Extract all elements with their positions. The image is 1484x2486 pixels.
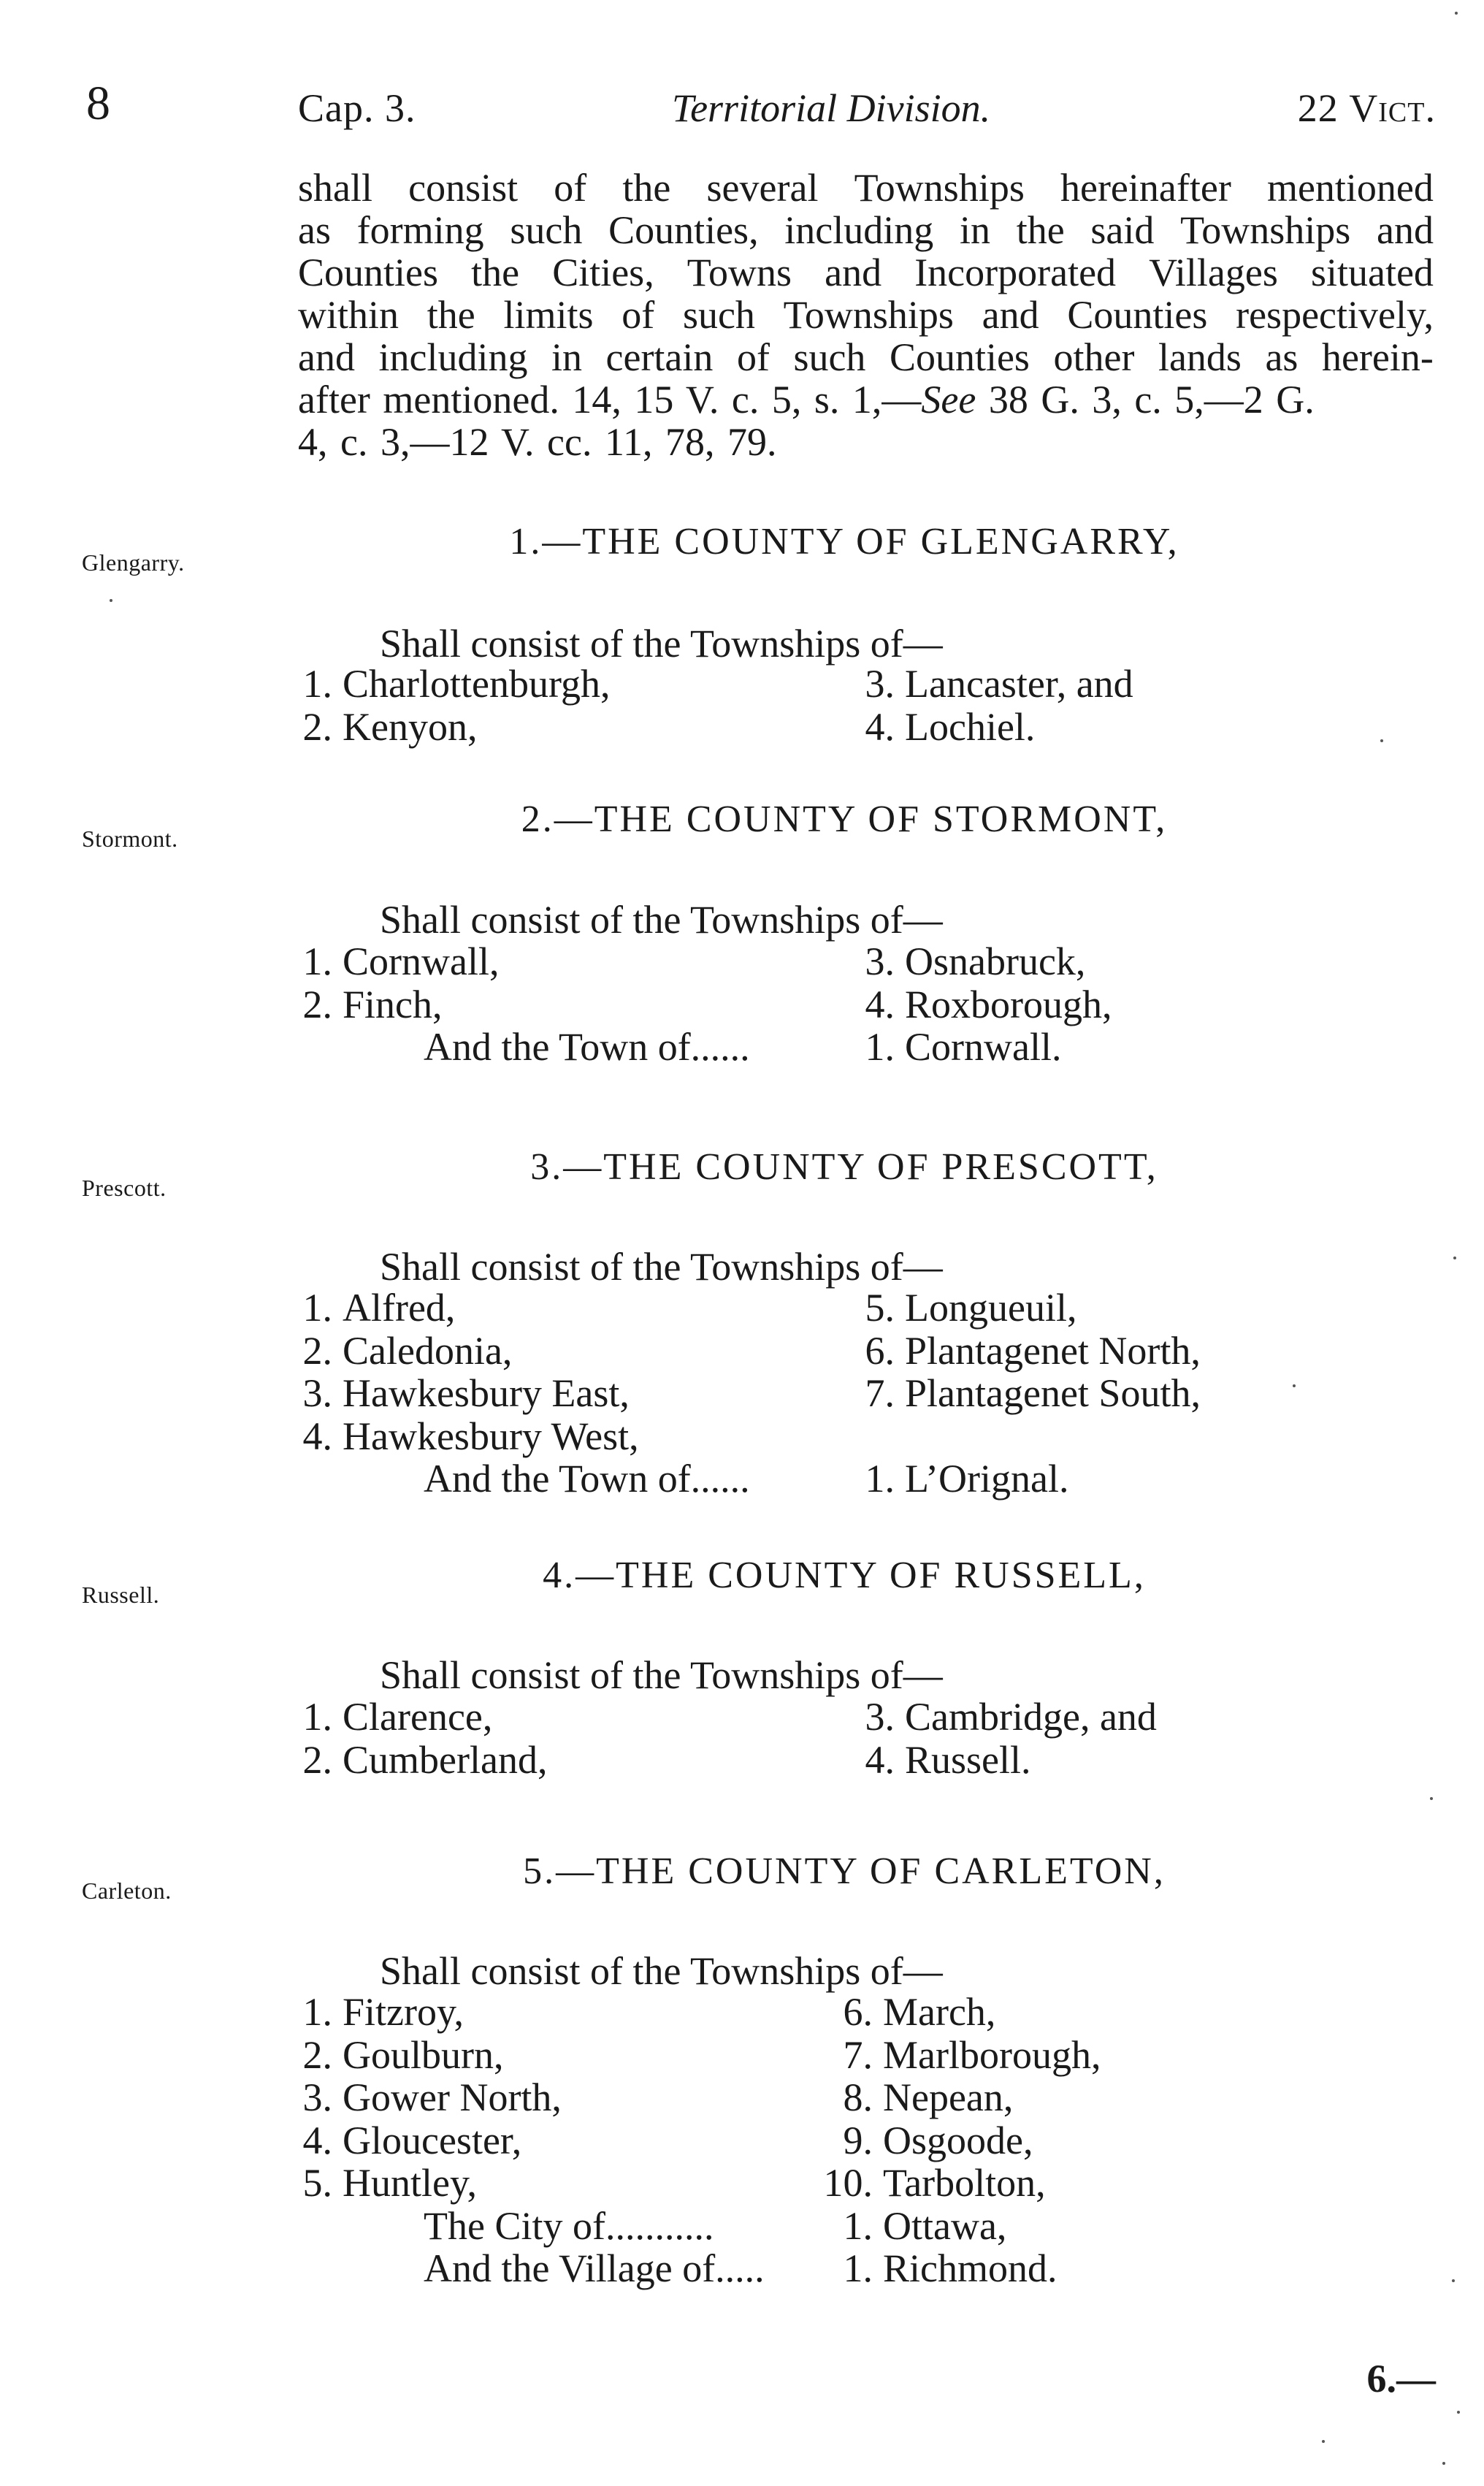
margin-note: Russell.: [82, 1582, 160, 1608]
consist-line: Shall consist of the Townships of—: [380, 898, 943, 942]
entry-number: 5.: [302, 2161, 332, 2205]
entry-number: 1.: [302, 1990, 332, 2034]
entry-number: 8.: [843, 2075, 873, 2119]
intro-word: Towns: [686, 251, 792, 294]
township-name: Hawkesbury West,: [343, 1414, 639, 1458]
regnal-year-number: 22: [1297, 86, 1339, 130]
margin-note: Carleton.: [82, 1877, 172, 1904]
ink-speck: [1430, 1797, 1433, 1800]
intro-word: herein-: [1321, 335, 1434, 379]
entry-number: 1.: [302, 939, 332, 983]
township-row: [288, 1371, 630, 1415]
intro-word: Incorporated: [914, 251, 1117, 294]
county-heading: 4.—THE COUNTY OF RUSSELL,: [543, 1555, 1146, 1596]
entry-number: 1.: [865, 1457, 895, 1501]
intro-word: Townships: [854, 166, 1025, 210]
intro-line: [298, 294, 1434, 336]
township-name: March,: [883, 1990, 996, 2034]
ink-speck: [1380, 739, 1383, 742]
regnal-year-word: Vict.: [1349, 86, 1436, 130]
margin-note: Prescott.: [82, 1175, 167, 1201]
township-row: [288, 939, 499, 983]
county-heading: 2.—THE COUNTY OF STORMONT,: [521, 798, 1168, 840]
entry-number: 7.: [865, 1371, 895, 1415]
township-row: [288, 983, 443, 1026]
entry-number: 7.: [843, 2032, 873, 2077]
entry-number: 2.: [302, 1328, 332, 1373]
citation-see: See: [921, 378, 976, 422]
township-row: [288, 1990, 464, 2034]
entry-number: 1.: [865, 1025, 895, 1069]
township-name: Russell.: [905, 1737, 1031, 1782]
ink-speck: [1457, 2411, 1460, 2414]
township-name: Roxborough,: [905, 982, 1112, 1026]
intro-word: limits: [503, 293, 594, 337]
intro-word: mentioned: [1266, 166, 1434, 210]
intro-word: in: [551, 335, 582, 379]
entry-number: 2.: [302, 2032, 332, 2077]
entry-number: 3.: [865, 1695, 895, 1739]
intro-word: the: [622, 166, 671, 210]
township-name: Gower North,: [343, 2075, 562, 2119]
entry-number: 4.: [302, 1414, 332, 1458]
intro-word: including: [784, 208, 934, 252]
township-row: [822, 2119, 1033, 2162]
township-row: [822, 2161, 1046, 2205]
margin-note: Stormont.: [82, 826, 178, 852]
intro-line: [298, 209, 1434, 251]
township-row: [851, 705, 1035, 749]
township-row: [288, 1329, 512, 1373]
intro-word: as: [298, 208, 331, 252]
intro-word: Counties: [1067, 293, 1208, 337]
township-row: [851, 939, 1085, 983]
intro-word: respectively,: [1236, 293, 1434, 337]
township-name: Nepean,: [883, 2075, 1014, 2119]
intro-word: within: [298, 293, 399, 337]
intro-paragraph: [298, 167, 1434, 463]
township-name: Cornwall,: [343, 939, 500, 983]
county-heading: 1.—THE COUNTY OF GLENGARRY,: [509, 521, 1179, 563]
township-row: [288, 1414, 639, 1458]
entry-number: 4.: [302, 2118, 332, 2162]
intro-word: the: [1016, 208, 1065, 252]
intro-word: such: [510, 208, 583, 252]
township-row: [288, 662, 610, 706]
township-name: Kenyon,: [343, 704, 478, 749]
township-row: [851, 1695, 1157, 1739]
margin-note: Glengarry.: [82, 549, 185, 576]
entry-number: 3.: [865, 662, 895, 706]
township-name: Hawkesbury East,: [343, 1371, 630, 1415]
township-name: Fitzroy,: [343, 1990, 464, 2034]
township-row: [288, 705, 477, 749]
town-label: And the Town of......: [424, 1457, 750, 1501]
intro-word: Cities,: [552, 251, 654, 294]
intro-word: the: [471, 251, 520, 294]
township-name: Charlottenburgh,: [343, 662, 611, 706]
township-row: [288, 2075, 562, 2119]
intro-word: including: [378, 335, 528, 379]
township-name: L’Orignal.: [905, 1457, 1069, 1501]
township-row: [288, 2033, 503, 2077]
entry-number: 1.: [302, 1695, 332, 1739]
township-row: [288, 1738, 547, 1782]
intro-word: such: [793, 335, 866, 379]
intro-word: as: [1265, 335, 1298, 379]
chapter-label: Cap. 3.: [298, 86, 416, 130]
township-name: Huntley,: [343, 2161, 477, 2205]
intro-word: Villages: [1149, 251, 1278, 294]
township-name: Plantagenet South,: [905, 1371, 1201, 1415]
township-name: Cumberland,: [343, 1737, 548, 1782]
entry-number: 1.: [843, 2203, 873, 2248]
town-label: And the Town of......: [424, 1025, 750, 1069]
township-name: Osnabruck,: [905, 939, 1086, 983]
township-row: [851, 1286, 1076, 1330]
intro-word: Townships: [1180, 208, 1351, 252]
town-row: [851, 1457, 1068, 1501]
page-number: 8: [86, 77, 110, 130]
entry-number: 2.: [302, 704, 332, 749]
entry-number: 2.: [302, 982, 332, 1026]
entry-number: 5.: [865, 1286, 895, 1330]
intro-word: shall: [298, 166, 372, 210]
intro-line-last: 4, c. 3,—12 V. cc. 11, 78, 79.: [298, 420, 777, 464]
entry-number: 6.: [843, 1990, 873, 2034]
county-heading: 5.—THE COUNTY OF CARLETON,: [523, 1850, 1166, 1892]
township-row: [851, 1371, 1201, 1415]
entry-number: 1.: [843, 2246, 873, 2290]
intro-word: and: [298, 335, 355, 379]
intro-line-citation: [298, 378, 1434, 421]
township-row: [288, 1286, 455, 1330]
consist-line: Shall consist of the Townships of—: [380, 1949, 943, 1993]
intro-word: situated: [1310, 251, 1434, 294]
intro-word: said: [1090, 208, 1155, 252]
township-row: [851, 1738, 1031, 1782]
intro-word: Townships: [783, 293, 954, 337]
township-name: Cambridge, and: [905, 1695, 1157, 1739]
intro-word: forming: [356, 208, 484, 252]
citation-text-2: 38 G. 3, c. 5,—2 G.: [976, 378, 1315, 422]
township-name: Alfred,: [343, 1286, 456, 1330]
township-name: Longueuil,: [905, 1286, 1077, 1330]
intro-word: of: [554, 166, 587, 210]
township-row: [851, 662, 1133, 706]
ink-speck: [110, 599, 112, 602]
entry-number: 4.: [865, 982, 895, 1026]
consist-line: Shall consist of the Townships of—: [380, 622, 943, 666]
township-name: Tarbolton,: [883, 2161, 1046, 2205]
township-row: [288, 2161, 477, 2205]
township-row: [822, 2075, 1013, 2119]
intro-word: Counties: [889, 335, 1030, 379]
town-row: [822, 2204, 1006, 2248]
township-name: Lancaster, and: [905, 662, 1133, 706]
catchword: 6.—: [1366, 2357, 1436, 2401]
township-row: [288, 1695, 492, 1739]
entry-number: 6.: [865, 1328, 895, 1373]
consist-line: Shall consist of the Townships of—: [380, 1653, 943, 1697]
intro-word: in: [959, 208, 990, 252]
county-heading: 3.—THE COUNTY OF PRESCOTT,: [530, 1146, 1158, 1188]
township-name: Cornwall.: [905, 1025, 1062, 1069]
town-row: [851, 1025, 1061, 1069]
intro-word: consist: [408, 166, 519, 210]
entry-number: 4.: [865, 704, 895, 749]
intro-word: Counties: [298, 251, 439, 294]
running-title: Territorial Division.: [672, 86, 991, 130]
township-name: Finch,: [343, 982, 443, 1026]
town-row: [822, 2246, 1057, 2290]
intro-word: lands: [1158, 335, 1242, 379]
intro-line: [298, 251, 1434, 294]
township-row: [822, 2033, 1101, 2077]
intro-word: and: [825, 251, 882, 294]
ink-speck: [1322, 2440, 1325, 2443]
township-row: [822, 1990, 995, 2034]
ink-speck: [1442, 2462, 1445, 2465]
intro-line: [298, 336, 1434, 378]
consist-line: Shall consist of the Townships of—: [380, 1245, 943, 1289]
township-row: [851, 983, 1112, 1026]
entry-number: 10.: [823, 2161, 873, 2205]
township-name: Ottawa,: [883, 2203, 1007, 2248]
entry-number: 2.: [302, 1737, 332, 1782]
entry-number: 4.: [865, 1737, 895, 1782]
entry-number: 1.: [302, 1286, 332, 1330]
intro-word: hereinafter: [1060, 166, 1231, 210]
intro-word: Counties,: [608, 208, 759, 252]
entry-number: 3.: [302, 2075, 332, 2119]
township-name: Lochiel.: [905, 704, 1036, 749]
intro-word: and: [1377, 208, 1434, 252]
township-name: Goulburn,: [343, 2032, 504, 2077]
entry-number: 1.: [302, 662, 332, 706]
regnal-year: [1298, 86, 1436, 130]
township-row: [288, 2119, 521, 2162]
township-name: Marlborough,: [883, 2032, 1101, 2077]
township-row: [851, 1329, 1201, 1373]
intro-word: the: [427, 293, 475, 337]
intro-word: of: [736, 335, 770, 379]
entry-number: 3.: [302, 1371, 332, 1415]
entry-number: 9.: [843, 2118, 873, 2162]
entry-number: 3.: [865, 939, 895, 983]
town-label: The City of...........: [424, 2203, 714, 2248]
intro-word: certain: [605, 335, 714, 379]
ink-speck: [1452, 2279, 1455, 2282]
ink-speck: [1293, 1384, 1296, 1387]
citation-text: after mentioned. 14, 15 V. c. 5, s. 1,—: [298, 378, 922, 422]
ink-speck: [1453, 1257, 1456, 1259]
township-name: Gloucester,: [343, 2118, 522, 2162]
intro-word: and: [982, 293, 1039, 337]
township-name: Plantagenet North,: [905, 1328, 1201, 1373]
township-name: Richmond.: [883, 2246, 1057, 2290]
intro-line: [298, 167, 1434, 209]
town-label: And the Village of.....: [424, 2246, 765, 2290]
township-name: Caledonia,: [343, 1328, 513, 1373]
township-name: Osgoode,: [883, 2118, 1033, 2162]
intro-word: such: [682, 293, 755, 337]
intro-word: of: [621, 293, 655, 337]
ink-speck: [1455, 12, 1458, 15]
township-name: Clarence,: [343, 1695, 493, 1739]
intro-word: other: [1053, 335, 1135, 379]
intro-word: several: [706, 166, 819, 210]
